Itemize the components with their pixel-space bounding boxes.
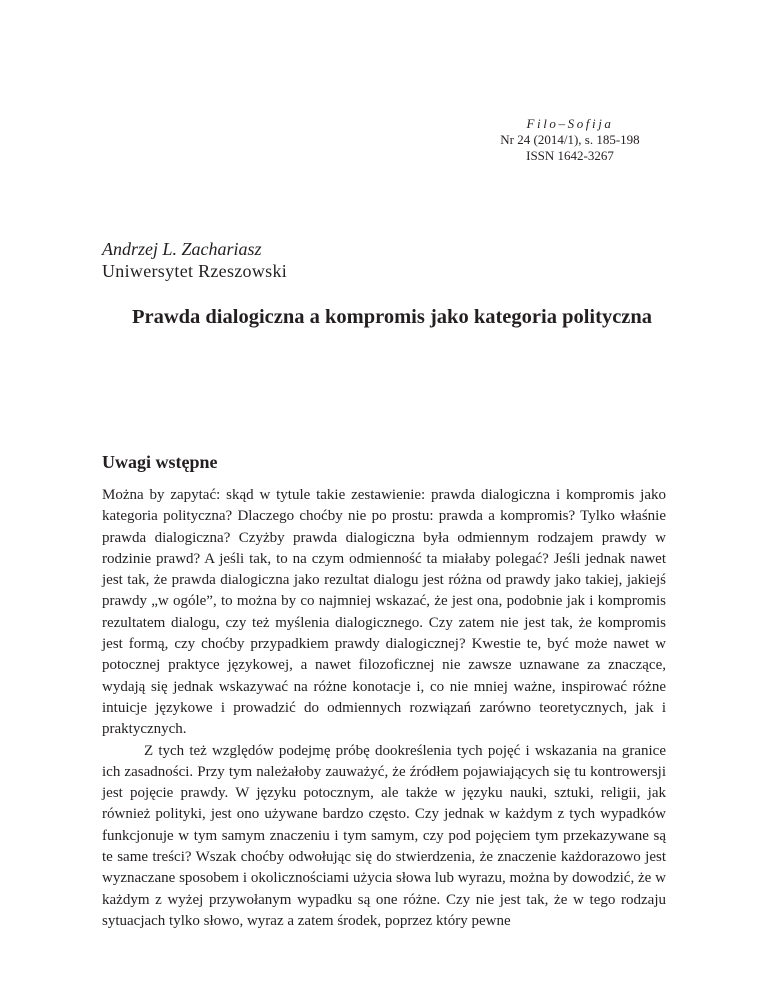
journal-name: Filo–Sofija (526, 116, 614, 131)
article-title: Prawda dialogiczna a kompromis jako kategoria polityczna (131, 306, 653, 328)
journal-header (470, 116, 670, 164)
section-heading: Uwagi wstępne (102, 452, 218, 472)
author-block (102, 238, 662, 282)
article-body (102, 485, 666, 932)
journal-issn: ISSN 1642-3267 (526, 148, 614, 163)
journal-issue: Nr 24 (2014/1), s. 185-198 (500, 132, 640, 147)
author-affiliation: Uniwersytet Rzeszowski (102, 261, 288, 281)
paragraph: Z tych też względów podejmę próbę dookreślenia tych pojęć i wskazania na granice ich zasadności. Przy tym należałoby zauważyć, że źródłem pojawiających się tu kontrowersji jest pojęcie prawdy. W języku potocznym, ale także w języku nauki, sztuki, religii, jak również polityki, jest ono używane bardzo często. Czy jednak w każdym z tych wypadków funkcjonuje w tym samym znaczeniu i tym samym, czy pod pojęciem tym przekazywane są te same treści? Wszak choćby odwołując się do stwierdzenia, że znaczenie każdorazowo jest wyznaczane sposobem i okolicznościami użycia słowa lub wyrazu, można by dowodzić, że w każdym z wyżej przywołanym wypadku są one różne. Czy nie jest tak, że w tego rodzaju sytuacjach tylko słowo, wyraz a zatem środek, poprzez który pewne (102, 742, 666, 929)
author-name: Andrzej L. Zachariasz (102, 239, 262, 259)
paragraph: Można by zapytać: skąd w tytule takie zestawienie: prawda dialogiczna i kompromis jako kategoria polityczna? Dlaczego choćby nie po prostu: prawda a kompromis? Tylko właśnie prawda dialogiczna? Czyżby prawda dialogiczna była odmiennym rodzajem prawdy w rodzinie prawd? A jeśli tak, to na czym odmienność ta miałaby polegać? Jeśli jednak nawet jest tak, że prawda dialogiczna jako rezultat dialogu jest różna od prawdy jako takiej, jakiejś prawdy „w ogóle”, to można by co najmniej wskazać, że jest ona, podobnie jak i kompromis rezultatem dialogu, czy też myślenia dialogicznego. Czy zatem nie jest tak, że kompromis jest formą, czy choćby przypadkiem prawdy dialogicznej? Kwestie te, być może nawet w potocznej praktyce językowej, a nawet filozoficznej nie zawsze uznawane za znaczące, wydają się jednak wskazywać na różne konotacje i, co nie mniej ważne, inspirować różne intuicje językowe i prowadzić do odmiennych rozwiązań zarówno teoretycznych, jak i praktycznych. (102, 487, 666, 738)
